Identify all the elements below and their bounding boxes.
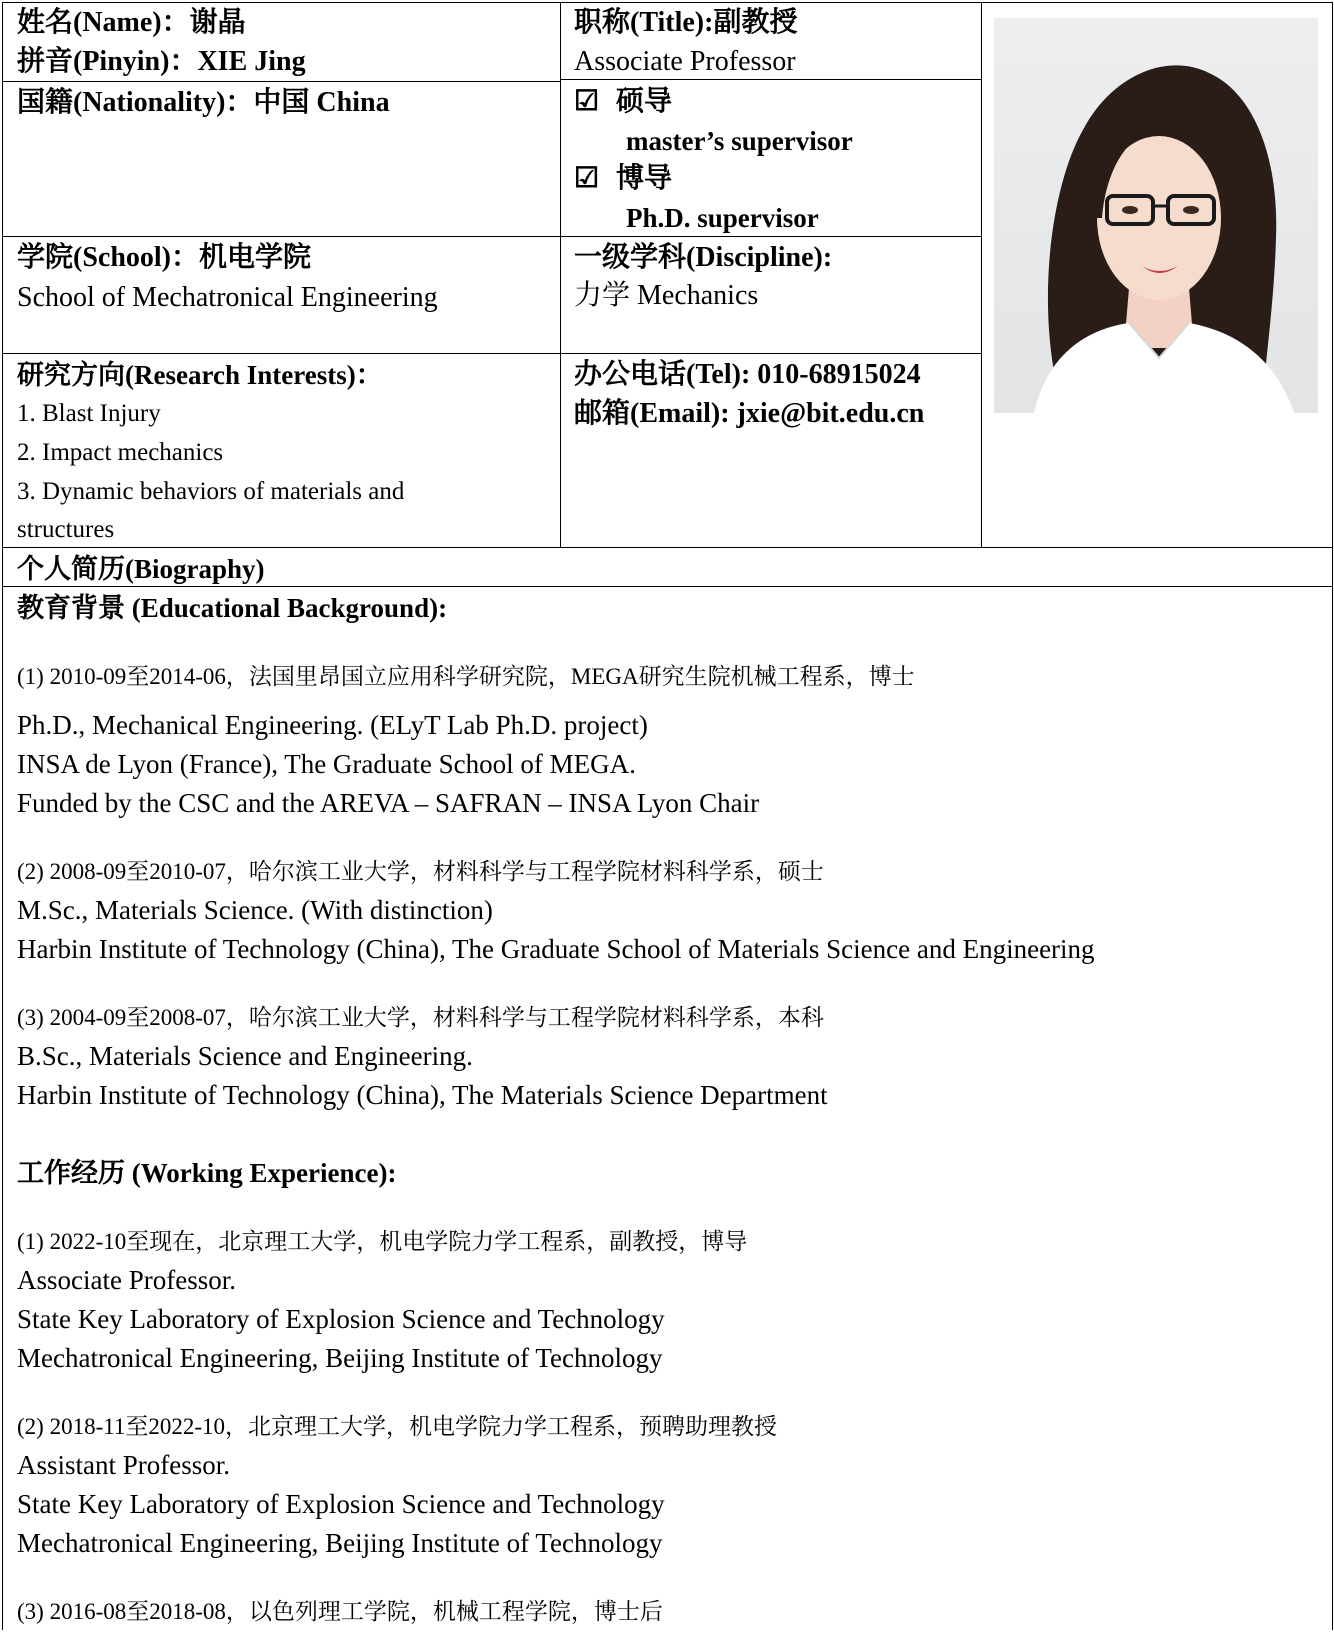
school-label: 学院(School)：机电学院 — [17, 242, 312, 273]
row-divider — [2, 547, 1332, 548]
work-heading: 工作经历 (Working Experience): — [17, 1158, 397, 1188]
research-item: 2. Impact mechanics — [17, 439, 224, 466]
research-item: 1. Blast Injury — [17, 400, 161, 427]
title-label: 职称(Title):副教授 — [574, 7, 798, 38]
row-divider — [2, 353, 981, 354]
email-field: 邮箱(Email): jxie@bit.edu.cn — [574, 398, 925, 429]
master-supervisor-cn: 硕导 — [616, 86, 673, 117]
table-border-left — [2, 2, 3, 1630]
portrait-photo — [994, 18, 1318, 413]
research-item: structures — [17, 516, 115, 543]
master-checkbox: ☑ — [574, 86, 600, 117]
column-divider — [560, 2, 561, 547]
work-entry-cn: (3) 2016-08至2018-08，以色列理工学院，机械工程学院，博士后 — [17, 1599, 663, 1624]
discipline-label: 一级学科(Discipline): — [574, 242, 833, 273]
education-entry-line: B.Sc., Materials Science and Engineering. — [17, 1041, 473, 1071]
pinyin-field: 拼音(Pinyin)：XIE Jing — [17, 46, 306, 77]
work-entry-line: State Key Laboratory of Explosion Science and Technology — [17, 1489, 665, 1519]
education-entry-line: Ph.D., Mechanical Engineering. (ELyT Lab Ph.D. project) — [17, 710, 648, 740]
work-entry-line: Associate Professor. — [17, 1265, 236, 1295]
phd-supervisor-en: Ph.D. supervisor — [626, 203, 819, 233]
table-border-right — [1332, 2, 1333, 1630]
biography-title: 个人简历(Biography) — [17, 554, 265, 584]
school-value: School of Mechatronical Engineering — [17, 282, 438, 313]
row-divider — [2, 236, 981, 237]
education-heading: 教育背景 (Educational Background): — [17, 593, 448, 623]
nationality-field: 国籍(Nationality)：中国 China — [17, 87, 390, 118]
work-entry-cn: (1) 2022-10至现在，北京理工大学，机电学院力学工程系，副教授，博导 — [17, 1229, 748, 1254]
research-label: 研究方向(Research Interests)： — [17, 360, 383, 390]
education-entry-line: Funded by the CSC and the AREVA – SAFRAN – INSA Lyon Chair — [17, 788, 760, 818]
row-divider — [560, 79, 981, 80]
work-entry-line: State Key Laboratory of Explosion Science and Technology — [17, 1304, 665, 1334]
title-value: Associate Professor — [574, 46, 796, 77]
education-entry-line: M.Sc., Materials Science. (With distinction) — [17, 895, 493, 925]
table-border-top — [2, 2, 1332, 3]
row-divider — [2, 586, 1332, 587]
education-entry-cn: (3) 2004-09至2008-07，哈尔滨工业大学，材料科学与工程学院材料科学系，本科 — [17, 1005, 824, 1030]
education-entry-line: Harbin Institute of Technology (China), The Materials Science Department — [17, 1080, 828, 1110]
master-supervisor-en: master’s supervisor — [626, 126, 853, 156]
education-entry-line: Harbin Institute of Technology (China), The Graduate School of Materials Science and Engineering — [17, 934, 1095, 964]
education-entry-line: INSA de Lyon (France), The Graduate School of MEGA. — [17, 749, 636, 779]
work-entry-cn: (2) 2018-11至2022-10，北京理工大学，机电学院力学工程系，预聘助理教授 — [17, 1414, 778, 1439]
research-item: 3. Dynamic behaviors of materials and — [17, 478, 405, 505]
phd-supervisor-cn: 博导 — [616, 163, 673, 194]
work-entry-line: Mechatronical Engineering, Beijing Institute of Technology — [17, 1343, 663, 1373]
column-divider — [981, 2, 982, 547]
row-divider — [2, 81, 560, 82]
work-entry-line: Mechatronical Engineering, Beijing Institute of Technology — [17, 1528, 663, 1558]
name-field: 姓名(Name)：谢晶 — [17, 7, 246, 38]
education-entry-cn: (1) 2010-09至2014-06，法国里昂国立应用科学研究院，MEGA研究生院机械工程系，博士 — [17, 664, 915, 689]
tel-field: 办公电话(Tel): 010-68915024 — [574, 359, 921, 390]
work-entry-line: Assistant Professor. — [17, 1450, 231, 1480]
education-entry-cn: (2) 2008-09至2010-07，哈尔滨工业大学，材料科学与工程学院材料科学系，硕士 — [17, 859, 824, 884]
discipline-value: 力学 Mechanics — [574, 280, 759, 311]
phd-checkbox: ☑ — [574, 163, 600, 194]
